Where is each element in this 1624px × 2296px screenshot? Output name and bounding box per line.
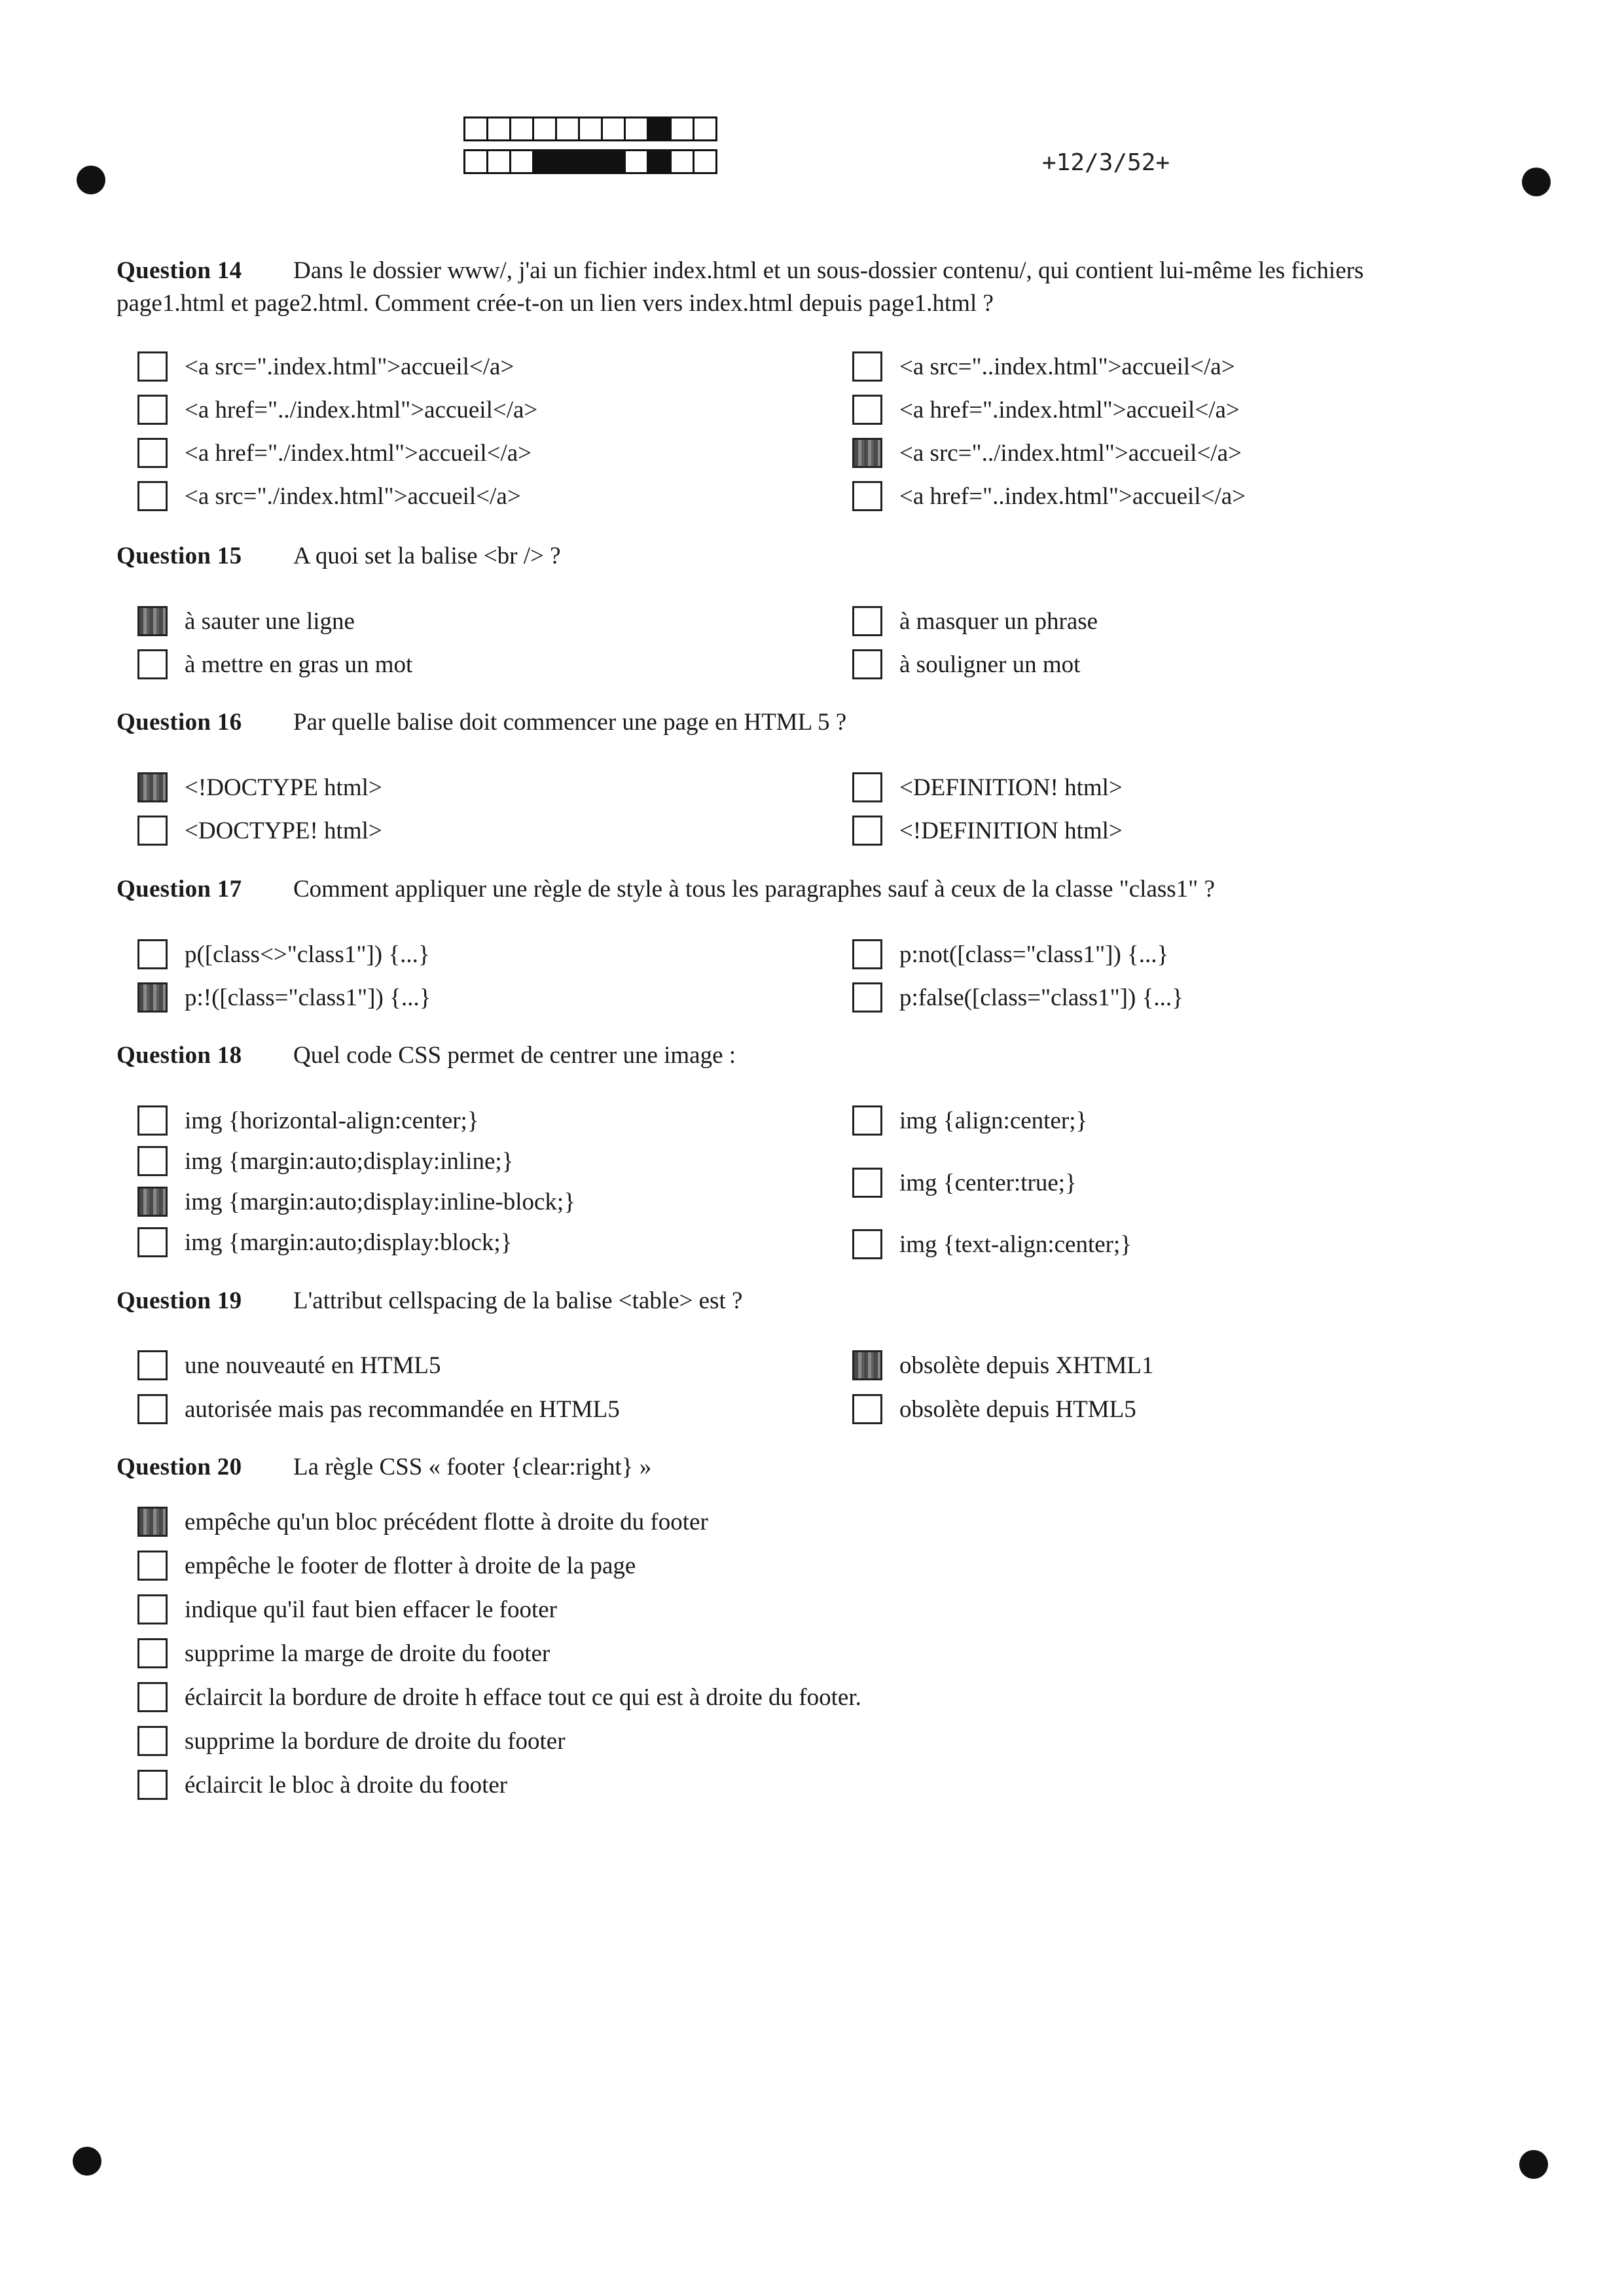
answer-option[interactable]	[852, 481, 1246, 511]
checkbox[interactable]	[852, 1394, 882, 1424]
question-text: A quoi set la balise <br /> ?	[293, 543, 561, 569]
option-label: éclaircit le bloc à droite du footer	[185, 1771, 508, 1799]
option-label: <a href="..index.html">accueil</a>	[899, 482, 1246, 510]
answer-option[interactable]	[137, 1227, 512, 1257]
answer-option[interactable]	[852, 939, 1168, 969]
id-grid-cell	[509, 117, 534, 141]
id-grid-cell-filled	[647, 149, 672, 174]
registration-mark-bottom-left	[73, 2147, 101, 2176]
checkbox[interactable]	[137, 1638, 168, 1668]
question-16	[117, 708, 847, 736]
answer-option[interactable]	[137, 1507, 708, 1537]
checkbox[interactable]	[852, 1229, 882, 1259]
checkbox[interactable]	[852, 982, 882, 1013]
checkbox[interactable]	[137, 649, 168, 679]
answer-option[interactable]	[852, 438, 1242, 468]
answer-option[interactable]	[852, 982, 1183, 1013]
id-grid-cell	[555, 117, 580, 141]
option-label: <a href="../index.html">accueil</a>	[185, 396, 538, 423]
answer-option[interactable]	[137, 438, 532, 468]
id-grid-cell-filled	[601, 149, 626, 174]
checkbox[interactable]	[852, 1168, 882, 1198]
checkbox[interactable]	[137, 1146, 168, 1176]
answer-option[interactable]	[137, 816, 382, 846]
answer-option[interactable]	[137, 1770, 507, 1800]
checkbox[interactable]	[137, 982, 168, 1013]
id-grid-cell	[693, 149, 717, 174]
question-label: Question 20	[117, 1454, 242, 1480]
id-grid-cell	[486, 149, 511, 174]
option-label: <!DOCTYPE html>	[185, 774, 382, 801]
option-label: p([class<>"class1"]) {...}	[185, 941, 430, 968]
checkbox[interactable]	[137, 1770, 168, 1800]
answer-option[interactable]	[137, 1726, 566, 1756]
answer-option[interactable]	[852, 649, 1080, 679]
question-label: Question 18	[117, 1042, 242, 1069]
answer-option[interactable]	[137, 772, 382, 802]
question-text: La règle CSS « footer {clear:right} »	[293, 1454, 652, 1480]
answer-option[interactable]	[852, 606, 1098, 636]
id-grid-cell	[693, 117, 717, 141]
option-label: p:not([class="class1"]) {...}	[899, 941, 1169, 968]
checkbox[interactable]	[137, 1507, 168, 1537]
checkbox[interactable]	[852, 649, 882, 679]
question-text: Comment appliquer une règle de style à tous les paragraphes sauf à ceux de la classe "class1" ?	[293, 876, 1215, 903]
checkbox[interactable]	[852, 1105, 882, 1136]
checkbox[interactable]	[852, 481, 882, 511]
checkbox[interactable]	[137, 481, 168, 511]
question-19	[117, 1287, 743, 1315]
id-grid-cell	[463, 149, 488, 174]
student-id-grid-row-2	[465, 149, 717, 174]
question-20	[117, 1453, 652, 1481]
question-text: Dans le dossier www/, j'ai un fichier index.html et un sous-dossier contenu/, qui contient lui-même les fichiers	[293, 257, 1364, 284]
option-label: supprime la bordure de droite du footer	[185, 1727, 566, 1755]
answer-option[interactable]	[137, 1146, 513, 1176]
id-grid-cell-filled	[578, 149, 603, 174]
checkbox[interactable]	[137, 816, 168, 846]
question-label: Question 15	[117, 543, 242, 569]
checkbox[interactable]	[137, 1105, 168, 1136]
answer-option[interactable]	[137, 1551, 636, 1581]
option-label: supprime la marge de droite du footer	[185, 1640, 550, 1667]
checkbox[interactable]	[137, 1551, 168, 1581]
answer-option[interactable]	[852, 1350, 1153, 1380]
option-label: éclaircit la bordure de droite h efface tout ce qui est à droite du footer.	[185, 1683, 861, 1711]
checkbox[interactable]	[852, 1350, 882, 1380]
checkbox[interactable]	[852, 939, 882, 969]
registration-mark-bottom-right	[1519, 2150, 1548, 2179]
answer-option[interactable]	[137, 606, 355, 636]
question-15	[117, 542, 561, 570]
question-label: Question 16	[117, 709, 242, 736]
answer-option[interactable]	[852, 1105, 1087, 1136]
option-label: <DEFINITION! html>	[899, 774, 1123, 801]
option-label: autorisée mais pas recommandée en HTML5	[185, 1395, 620, 1423]
option-label: p:false([class="class1"]) {...}	[899, 984, 1183, 1011]
option-label: <a src="../index.html">accueil</a>	[899, 439, 1242, 467]
option-label: indique qu'il faut bien effacer le footer	[185, 1596, 557, 1623]
checkbox[interactable]	[137, 939, 168, 969]
id-grid-cell	[670, 117, 695, 141]
answer-option[interactable]	[852, 395, 1240, 425]
option-label: à sauter une ligne	[185, 607, 355, 635]
id-grid-cell	[601, 117, 626, 141]
answer-option[interactable]	[137, 1350, 441, 1380]
checkbox[interactable]	[137, 606, 168, 636]
option-label: <a src="./index.html">accueil</a>	[185, 482, 521, 510]
option-label: une nouveauté en HTML5	[185, 1352, 441, 1379]
checkbox[interactable]	[137, 1394, 168, 1424]
checkbox[interactable]	[852, 772, 882, 802]
option-label: <DOCTYPE! html>	[185, 817, 382, 844]
registration-mark-top-left	[77, 166, 105, 194]
answer-option[interactable]	[852, 1394, 1136, 1424]
registration-mark-top-right	[1522, 168, 1551, 196]
option-label: img {margin:auto;display:block;}	[185, 1229, 513, 1256]
id-grid-cell	[624, 149, 649, 174]
option-label: img {align:center;}	[899, 1107, 1088, 1134]
checkbox[interactable]	[137, 395, 168, 425]
question-label: Question 19	[117, 1287, 242, 1314]
id-grid-cell-filled	[647, 117, 672, 141]
checkbox[interactable]	[137, 438, 168, 468]
option-label: empêche qu'un bloc précédent flotte à droite du footer	[185, 1508, 708, 1535]
answer-option[interactable]	[137, 982, 431, 1013]
answer-option[interactable]	[137, 481, 521, 511]
option-label: empêche le footer de flotter à droite de la page	[185, 1552, 636, 1579]
answer-option[interactable]	[137, 1638, 550, 1668]
checkbox[interactable]	[137, 1726, 168, 1756]
checkbox[interactable]	[852, 395, 882, 425]
checkbox[interactable]	[137, 1594, 168, 1624]
question-17	[117, 875, 1215, 903]
id-grid-cell	[532, 117, 557, 141]
question-label: Question 17	[117, 876, 242, 903]
answer-option[interactable]	[137, 1105, 479, 1136]
option-label: img {margin:auto;display:inline-block;}	[185, 1188, 575, 1215]
question-text: Quel code CSS permet de centrer une image :	[293, 1042, 736, 1069]
answer-option[interactable]	[852, 816, 1123, 846]
id-grid-cell	[486, 117, 511, 141]
answer-option[interactable]	[137, 939, 430, 969]
question-14	[117, 257, 1364, 285]
option-label: à mettre en gras un mot	[185, 651, 413, 678]
option-label: p:!([class="class1"]) {...}	[185, 984, 431, 1011]
answer-option[interactable]	[137, 395, 537, 425]
option-label: img {text-align:center;}	[899, 1230, 1132, 1258]
answer-option[interactable]	[137, 1394, 620, 1424]
answer-option[interactable]	[852, 1229, 1132, 1259]
option-label: à souligner un mot	[899, 651, 1081, 678]
question-18	[117, 1041, 736, 1069]
checkbox[interactable]	[137, 1350, 168, 1380]
id-grid-cell	[578, 117, 603, 141]
answer-option[interactable]	[137, 649, 412, 679]
id-grid-cell-filled	[532, 149, 557, 174]
checkbox[interactable]	[137, 1187, 168, 1217]
checkbox[interactable]	[137, 1682, 168, 1712]
id-grid-cell-filled	[555, 149, 580, 174]
checkbox[interactable]	[137, 772, 168, 802]
option-label: img {center:true;}	[899, 1169, 1077, 1196]
answer-option[interactable]	[137, 1187, 575, 1217]
option-label: <a src=".index.html">accueil</a>	[185, 353, 514, 380]
answer-option[interactable]	[137, 351, 514, 382]
sheet-code: +12/3/52+	[1042, 149, 1170, 176]
id-grid-cell	[509, 149, 534, 174]
option-label: obsolète depuis XHTML1	[899, 1352, 1154, 1379]
checkbox[interactable]	[852, 351, 882, 382]
option-label: obsolète depuis HTML5	[899, 1395, 1136, 1423]
answer-option[interactable]	[137, 1594, 557, 1624]
option-label: à masquer un phrase	[899, 607, 1098, 635]
checkbox[interactable]	[852, 606, 882, 636]
option-label: <!DEFINITION html>	[899, 817, 1123, 844]
id-grid-cell	[463, 117, 488, 141]
answer-option[interactable]	[852, 1168, 1077, 1198]
option-label: <a href=".index.html">accueil</a>	[899, 396, 1240, 423]
checkbox[interactable]	[852, 438, 882, 468]
id-grid-cell	[624, 117, 649, 141]
question-text: L'attribut cellspacing de la balise <table> est ?	[293, 1287, 743, 1314]
question-text-continued: page1.html et page2.html. Comment crée-t-on un lien vers index.html depuis page1.html ?	[117, 290, 994, 317]
answer-option[interactable]	[852, 351, 1235, 382]
checkbox[interactable]	[137, 351, 168, 382]
question-text: Par quelle balise doit commencer une page en HTML 5 ?	[293, 709, 847, 736]
checkbox[interactable]	[137, 1227, 168, 1257]
option-label: <a src="..index.html">accueil</a>	[899, 353, 1235, 380]
student-id-grid-row-1	[465, 117, 717, 141]
option-label: img {horizontal-align:center;}	[185, 1107, 479, 1134]
answer-option[interactable]	[137, 1682, 861, 1712]
option-label: img {margin:auto;display:inline;}	[185, 1147, 514, 1175]
answer-option[interactable]	[852, 772, 1123, 802]
question-label: Question 14	[117, 257, 242, 284]
option-label: <a href="./index.html">accueil</a>	[185, 439, 532, 467]
checkbox[interactable]	[852, 816, 882, 846]
id-grid-cell	[670, 149, 695, 174]
